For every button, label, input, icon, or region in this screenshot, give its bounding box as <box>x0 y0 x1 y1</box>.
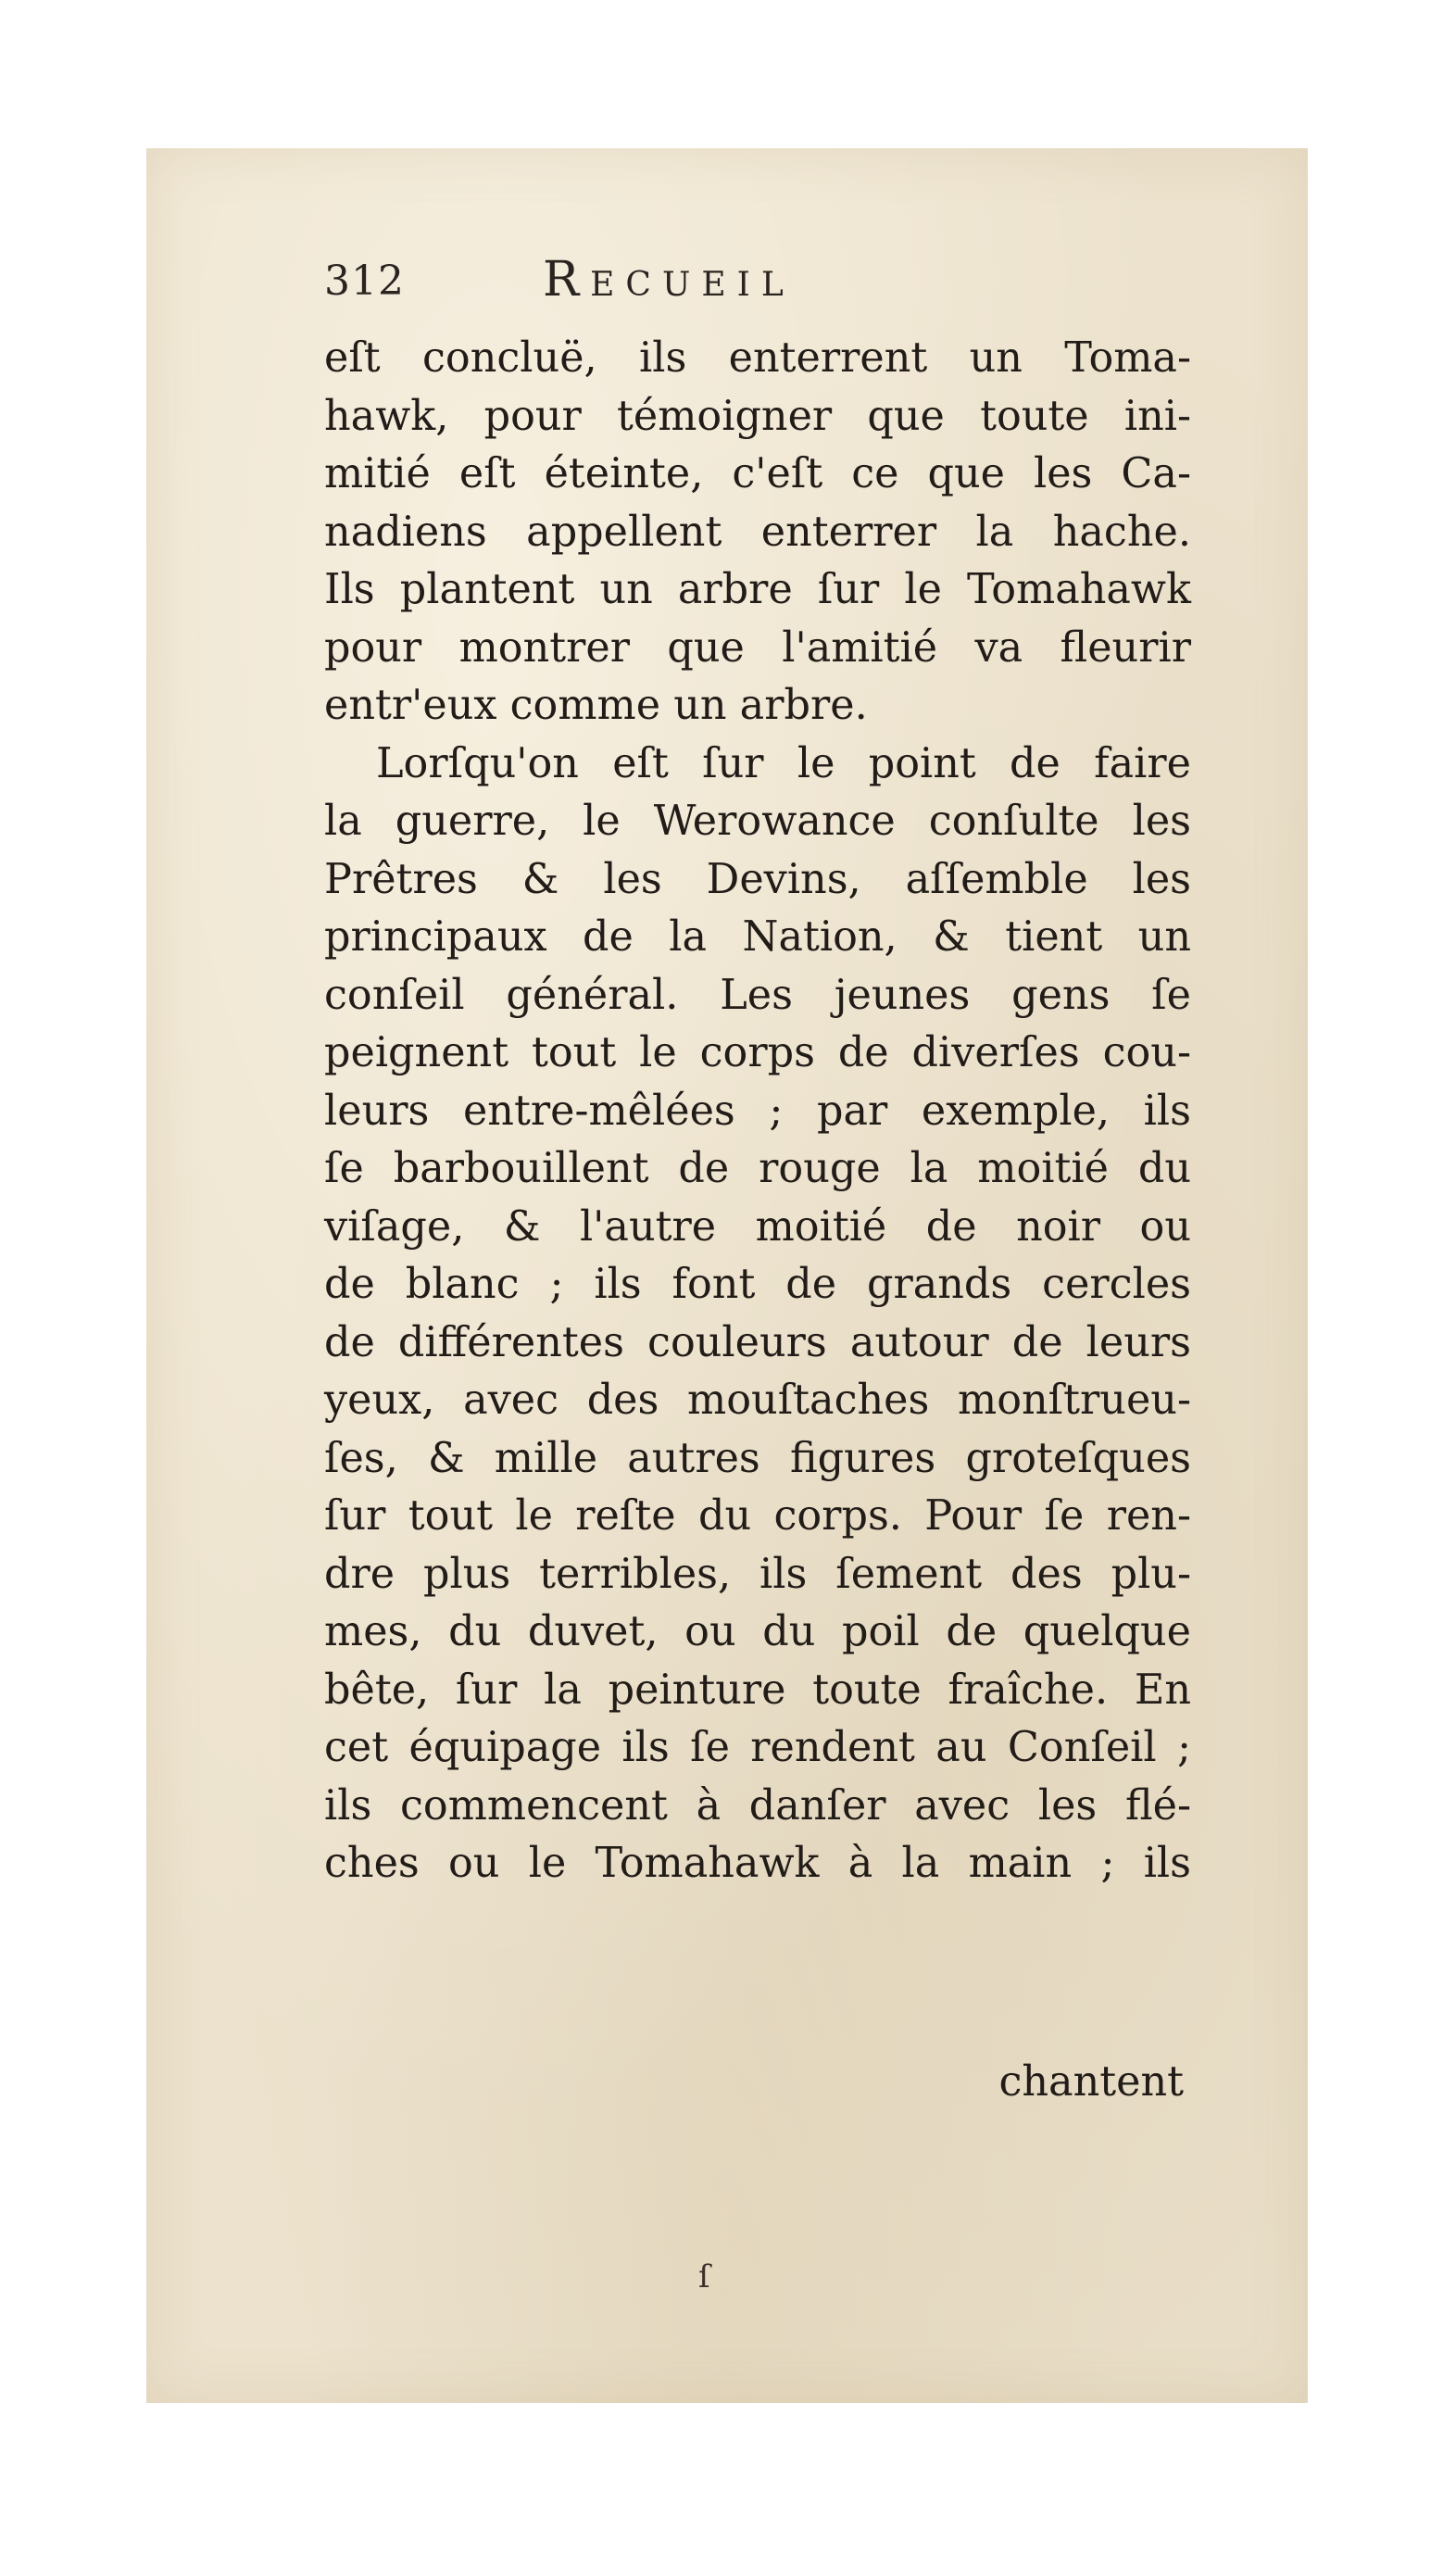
text-line: ſur tout le reſte du corps. Pour ſe ren- <box>324 1492 1191 1540</box>
running-head: Recueil <box>543 252 795 308</box>
text-line: ches ou le Tomahawk à la main ; ils <box>324 1840 1191 1887</box>
page-number: 312 <box>324 258 405 305</box>
text-line: conſeil général. Les jeunes gens ſe <box>324 971 1191 1019</box>
text-line: la guerre, le Werowance conſulte les <box>324 798 1191 845</box>
text-line: leurs entre-mêlées ; par exemple, ils <box>324 1087 1191 1135</box>
text-line: pour montrer que l'amitié va fleurir <box>324 623 1191 672</box>
text-line: bête, ſur la peinture toute fraîche. En <box>324 1666 1191 1714</box>
text-line: entr'eux comme un arbre. <box>324 682 868 729</box>
text-line: mitié eſt éteinte, c'eſt ce que les Ca- <box>324 450 1191 497</box>
page-header <box>324 252 1065 332</box>
text-line: de blanc ; ils font de grands cercles <box>324 1261 1191 1308</box>
text-line: de différentes couleurs autour de leurs <box>324 1318 1191 1366</box>
catchword: chantent <box>998 2058 1184 2106</box>
text-line: Lorſqu'on eſt ſur le point de faire <box>376 739 1191 787</box>
text-line: hawk, pour témoigner que toute ini- <box>324 392 1191 440</box>
text-line: viſage, & l'autre moitié de noir ou <box>324 1202 1191 1251</box>
text-line: dre plus terribles, ils ſement des plu- <box>324 1550 1191 1598</box>
text-line: ſe barbouillent de rouge la moitié du <box>324 1145 1191 1192</box>
text-line: cet équipage ils ſe rendent au Conſeil ; <box>324 1724 1191 1771</box>
text-line: yeux, avec des mouſtaches monſtrueu- <box>324 1377 1191 1424</box>
text-line: peignent tout le corps de diverſes cou- <box>324 1029 1191 1076</box>
text-line: Ils plantent un arbre ſur le Tomahawk <box>324 566 1191 613</box>
book-page <box>146 148 1308 2403</box>
text-line: Prêtres & les Devins, aſſemble les <box>324 855 1191 903</box>
signature-mark: ſ <box>698 2258 710 2295</box>
text-line: eſt concluë, ils enterrent un Toma- <box>324 334 1191 382</box>
body-text <box>324 330 1191 1893</box>
text-line: mes, du duvet, ou du poil de quelque <box>324 1608 1191 1655</box>
text-line: ils commencent à danſer avec les flé- <box>324 1781 1191 1830</box>
text-line: principaux de la Nation, & tient un <box>324 913 1191 961</box>
text-line: ſes, & mille autres figures groteſques <box>324 1434 1191 1482</box>
text-line: nadiens appellent enterrer la hache. <box>324 508 1191 556</box>
